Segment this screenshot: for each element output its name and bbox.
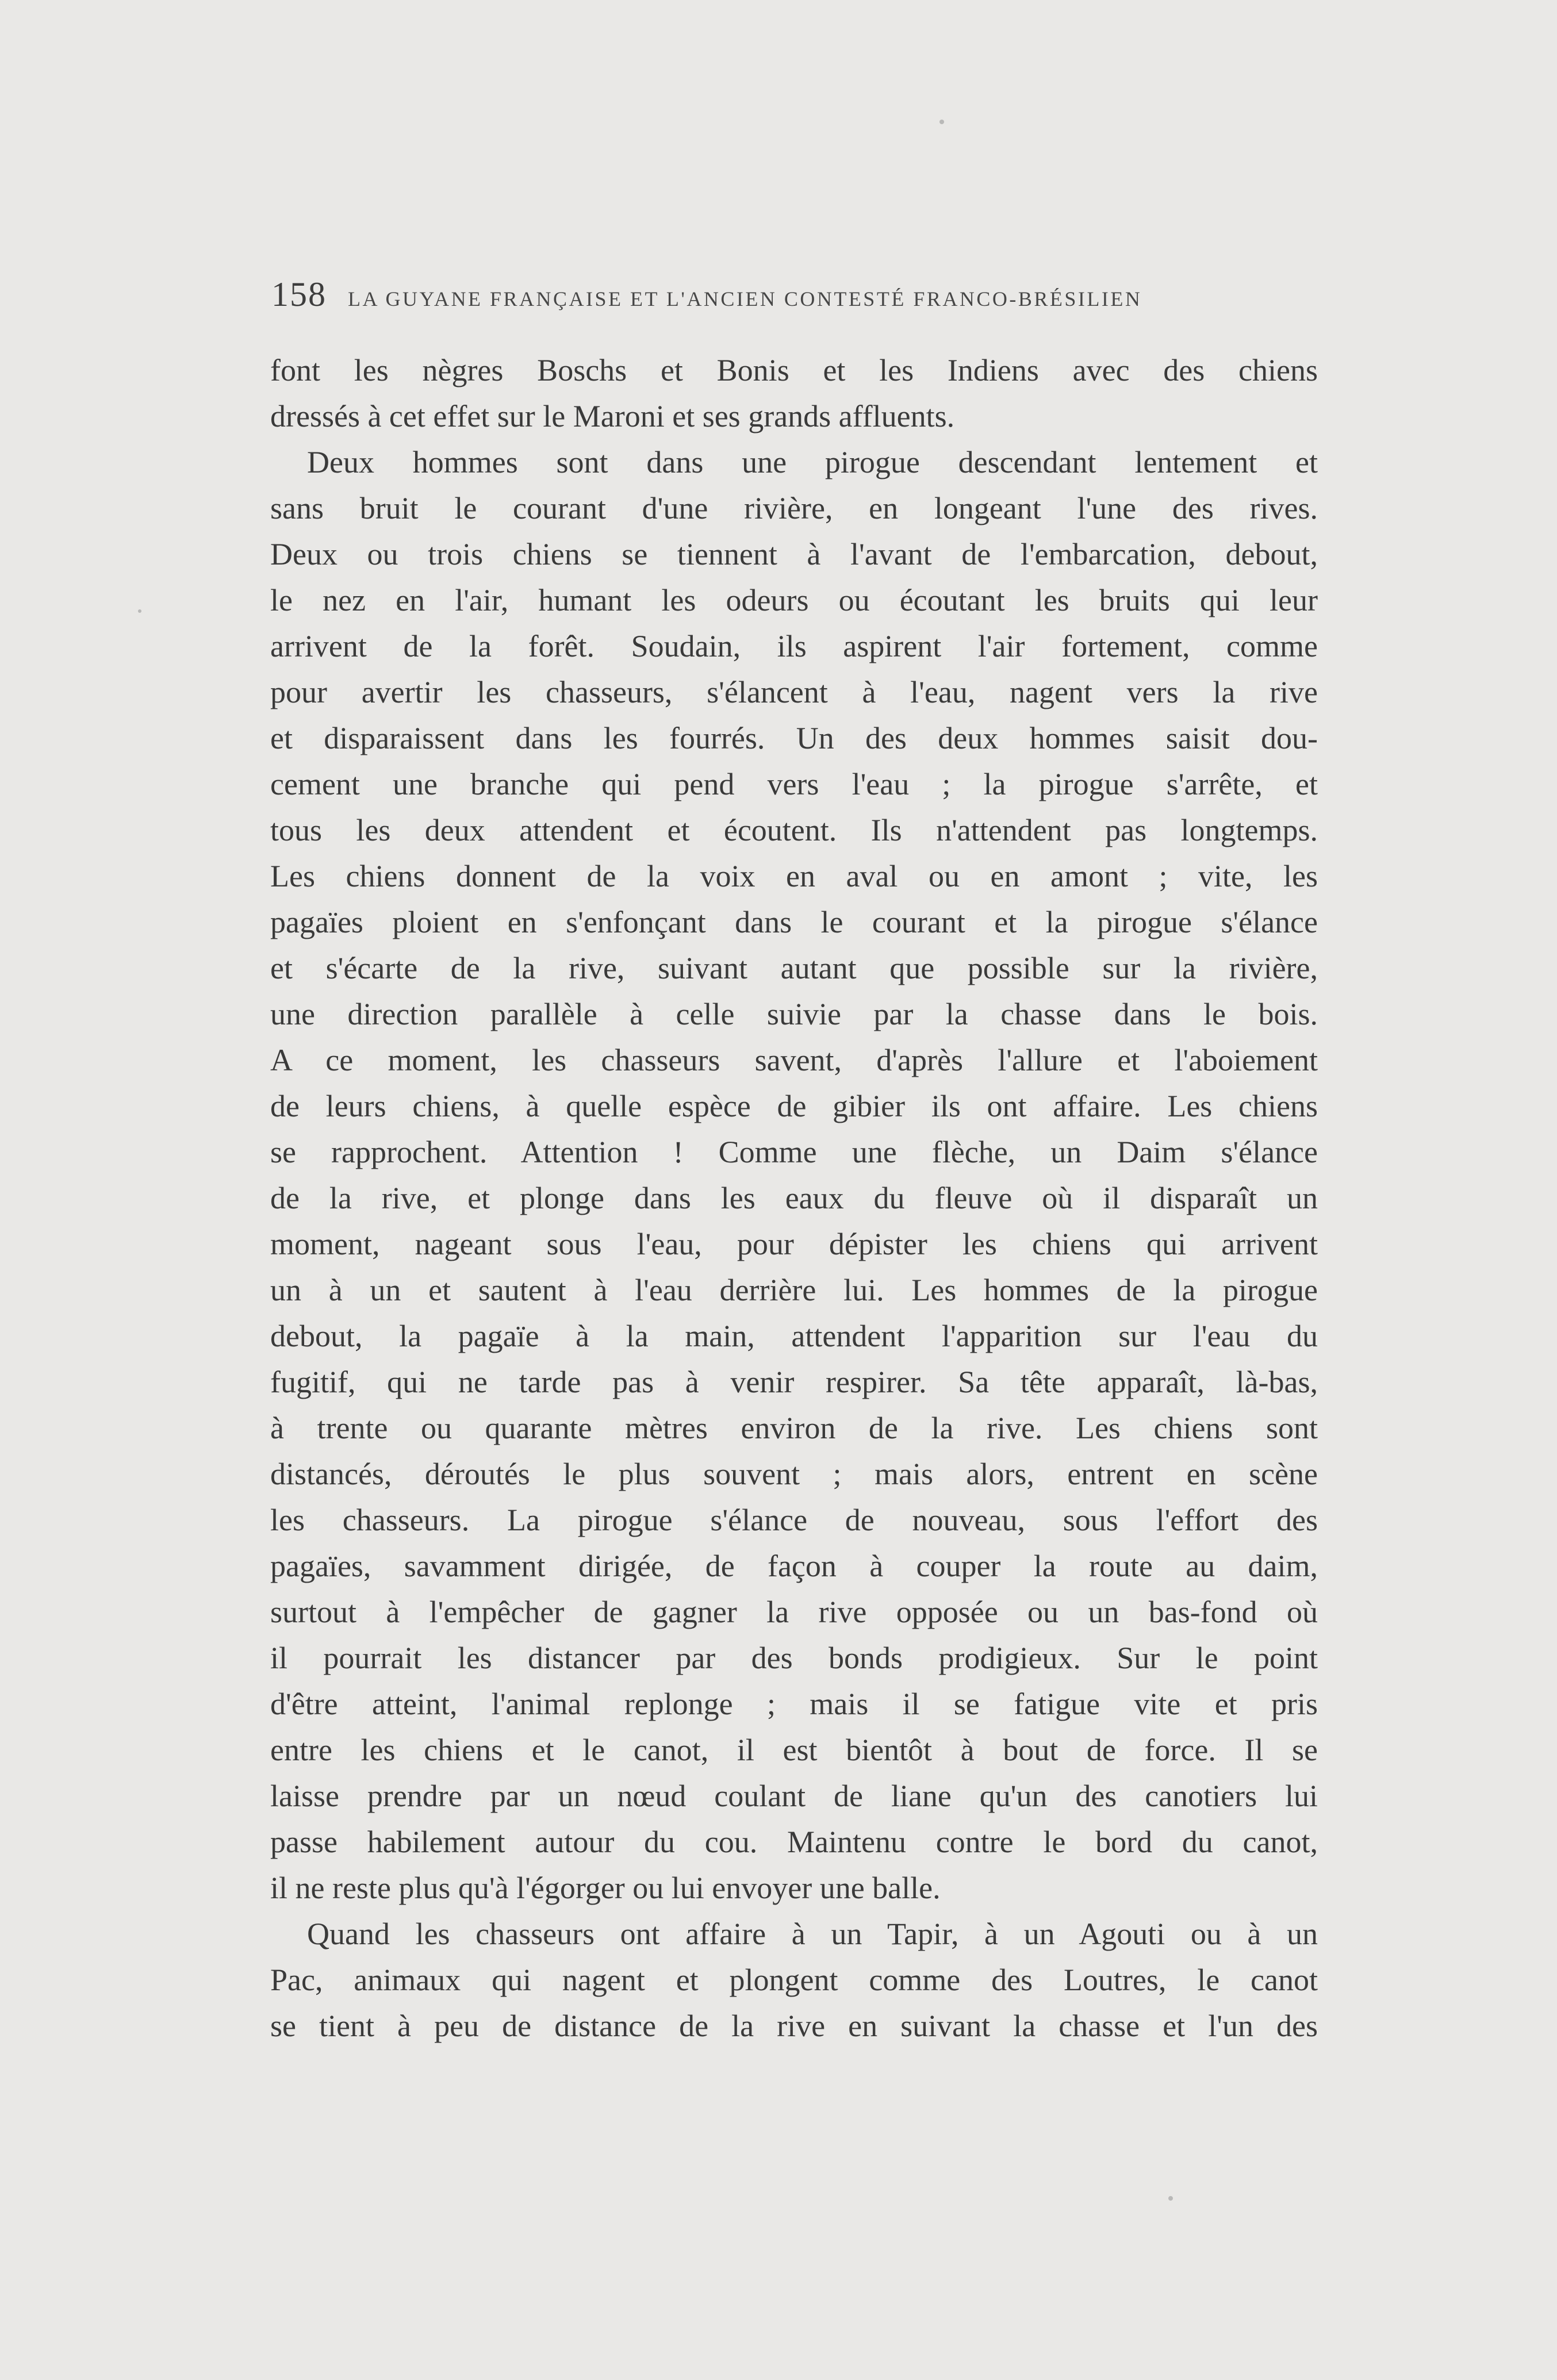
text-line: Les chiens donnent de la voix en aval ou en amont ; vite, les xyxy=(270,859,1318,893)
text-line: les chasseurs. La pirogue s'élance de nouveau, sous l'effort des xyxy=(270,1503,1318,1537)
page-number: 158 xyxy=(271,275,327,313)
text-line: le nez en l'air, humant les odeurs ou écoutant les bruits qui leur xyxy=(270,583,1318,617)
text-line: Deux ou trois chiens se tiennent à l'avant de l'embarcation, debout, xyxy=(270,537,1318,571)
body-text xyxy=(270,347,1318,2049)
text-line: A ce moment, les chasseurs savent, d'après l'allure et l'aboiement xyxy=(270,1043,1318,1077)
text-line: Deux hommes sont dans une pirogue descendant lentement et xyxy=(307,445,1318,479)
text-line: passe habilement autour du cou. Maintenu contre le bord du canot, xyxy=(270,1825,1318,1859)
text-line: dressés à cet effet sur le Maroni et ses grands affluents. xyxy=(270,399,955,433)
running-header xyxy=(271,275,1324,314)
text-line: arrivent de la forêt. Soudain, ils aspirent l'air fortement, comme xyxy=(270,629,1318,663)
text-line: fugitif, qui ne tarde pas à venir respirer. Sa tête apparaît, là-bas, xyxy=(270,1365,1318,1399)
text-line: se tient à peu de distance de la rive en suivant la chasse et l'un des xyxy=(270,2009,1318,2043)
running-title: LA GUYANE FRANÇAISE ET L'ANCIEN CONTESTÉ FRANCO-BRÉSILIEN xyxy=(348,287,1142,310)
text-line: font les nègres Boschs et Bonis et les Indiens avec des chiens xyxy=(270,353,1318,387)
paper-speck xyxy=(939,120,944,124)
text-line: laisse prendre par un nœud coulant de liane qu'un des canotiers lui xyxy=(270,1779,1318,1813)
text-line: de leurs chiens, à quelle espèce de gibier ils ont affaire. Les chiens xyxy=(270,1089,1318,1123)
text-line: pagaïes, savamment dirigée, de façon à couper la route au daim, xyxy=(270,1549,1318,1583)
text-line: Pac, animaux qui nagent et plongent comme des Loutres, le canot xyxy=(270,1963,1318,1997)
text-line: entre les chiens et le canot, il est bientôt à bout de force. Il se xyxy=(270,1733,1318,1767)
text-line: Quand les chasseurs ont affaire à un Tapir, à un Agouti ou à un xyxy=(307,1917,1318,1951)
text-line: se rapprochent. Attention ! Comme une flèche, un Daim s'élance xyxy=(270,1135,1318,1169)
text-line: d'être atteint, l'animal replonge ; mais il se fatigue vite et pris xyxy=(270,1687,1318,1721)
text-line: surtout à l'empêcher de gagner la rive opposée ou un bas-fond où xyxy=(270,1595,1318,1629)
text-line: une direction parallèle à celle suivie par la chasse dans le bois. xyxy=(270,997,1318,1031)
text-line: il pourrait les distancer par des bonds prodigieux. Sur le point xyxy=(270,1641,1318,1675)
text-line: de la rive, et plonge dans les eaux du fleuve où il disparaît un xyxy=(270,1181,1318,1215)
text-line: et s'écarte de la rive, suivant autant que possible sur la rivière, xyxy=(270,951,1318,985)
text-line: il ne reste plus qu'à l'égorger ou lui envoyer une balle. xyxy=(270,1871,941,1905)
text-line: cement une branche qui pend vers l'eau ; la pirogue s'arrête, et xyxy=(270,767,1318,801)
text-line: pagaïes ploient en s'enfonçant dans le courant et la pirogue s'élance xyxy=(270,905,1318,939)
text-line: sans bruit le courant d'une rivière, en longeant l'une des rives. xyxy=(270,491,1318,525)
text-line: un à un et sautent à l'eau derrière lui. Les hommes de la pirogue xyxy=(270,1273,1318,1307)
text-line: moment, nageant sous l'eau, pour dépister les chiens qui arrivent xyxy=(270,1227,1318,1261)
text-line: distancés, déroutés le plus souvent ; mais alors, entrent en scène xyxy=(270,1457,1318,1491)
text-line: tous les deux attendent et écoutent. Ils n'attendent pas longtemps. xyxy=(270,813,1318,847)
text-line: et disparaissent dans les fourrés. Un des deux hommes saisit dou- xyxy=(270,721,1318,755)
paper-speck xyxy=(1168,2196,1173,2201)
text-line: debout, la pagaïe à la main, attendent l'apparition sur l'eau du xyxy=(270,1319,1318,1353)
text-line: à trente ou quarante mètres environ de la rive. Les chiens sont xyxy=(270,1411,1318,1445)
text-line: pour avertir les chasseurs, s'élancent à l'eau, nagent vers la rive xyxy=(270,675,1318,709)
paper-speck xyxy=(138,609,141,613)
